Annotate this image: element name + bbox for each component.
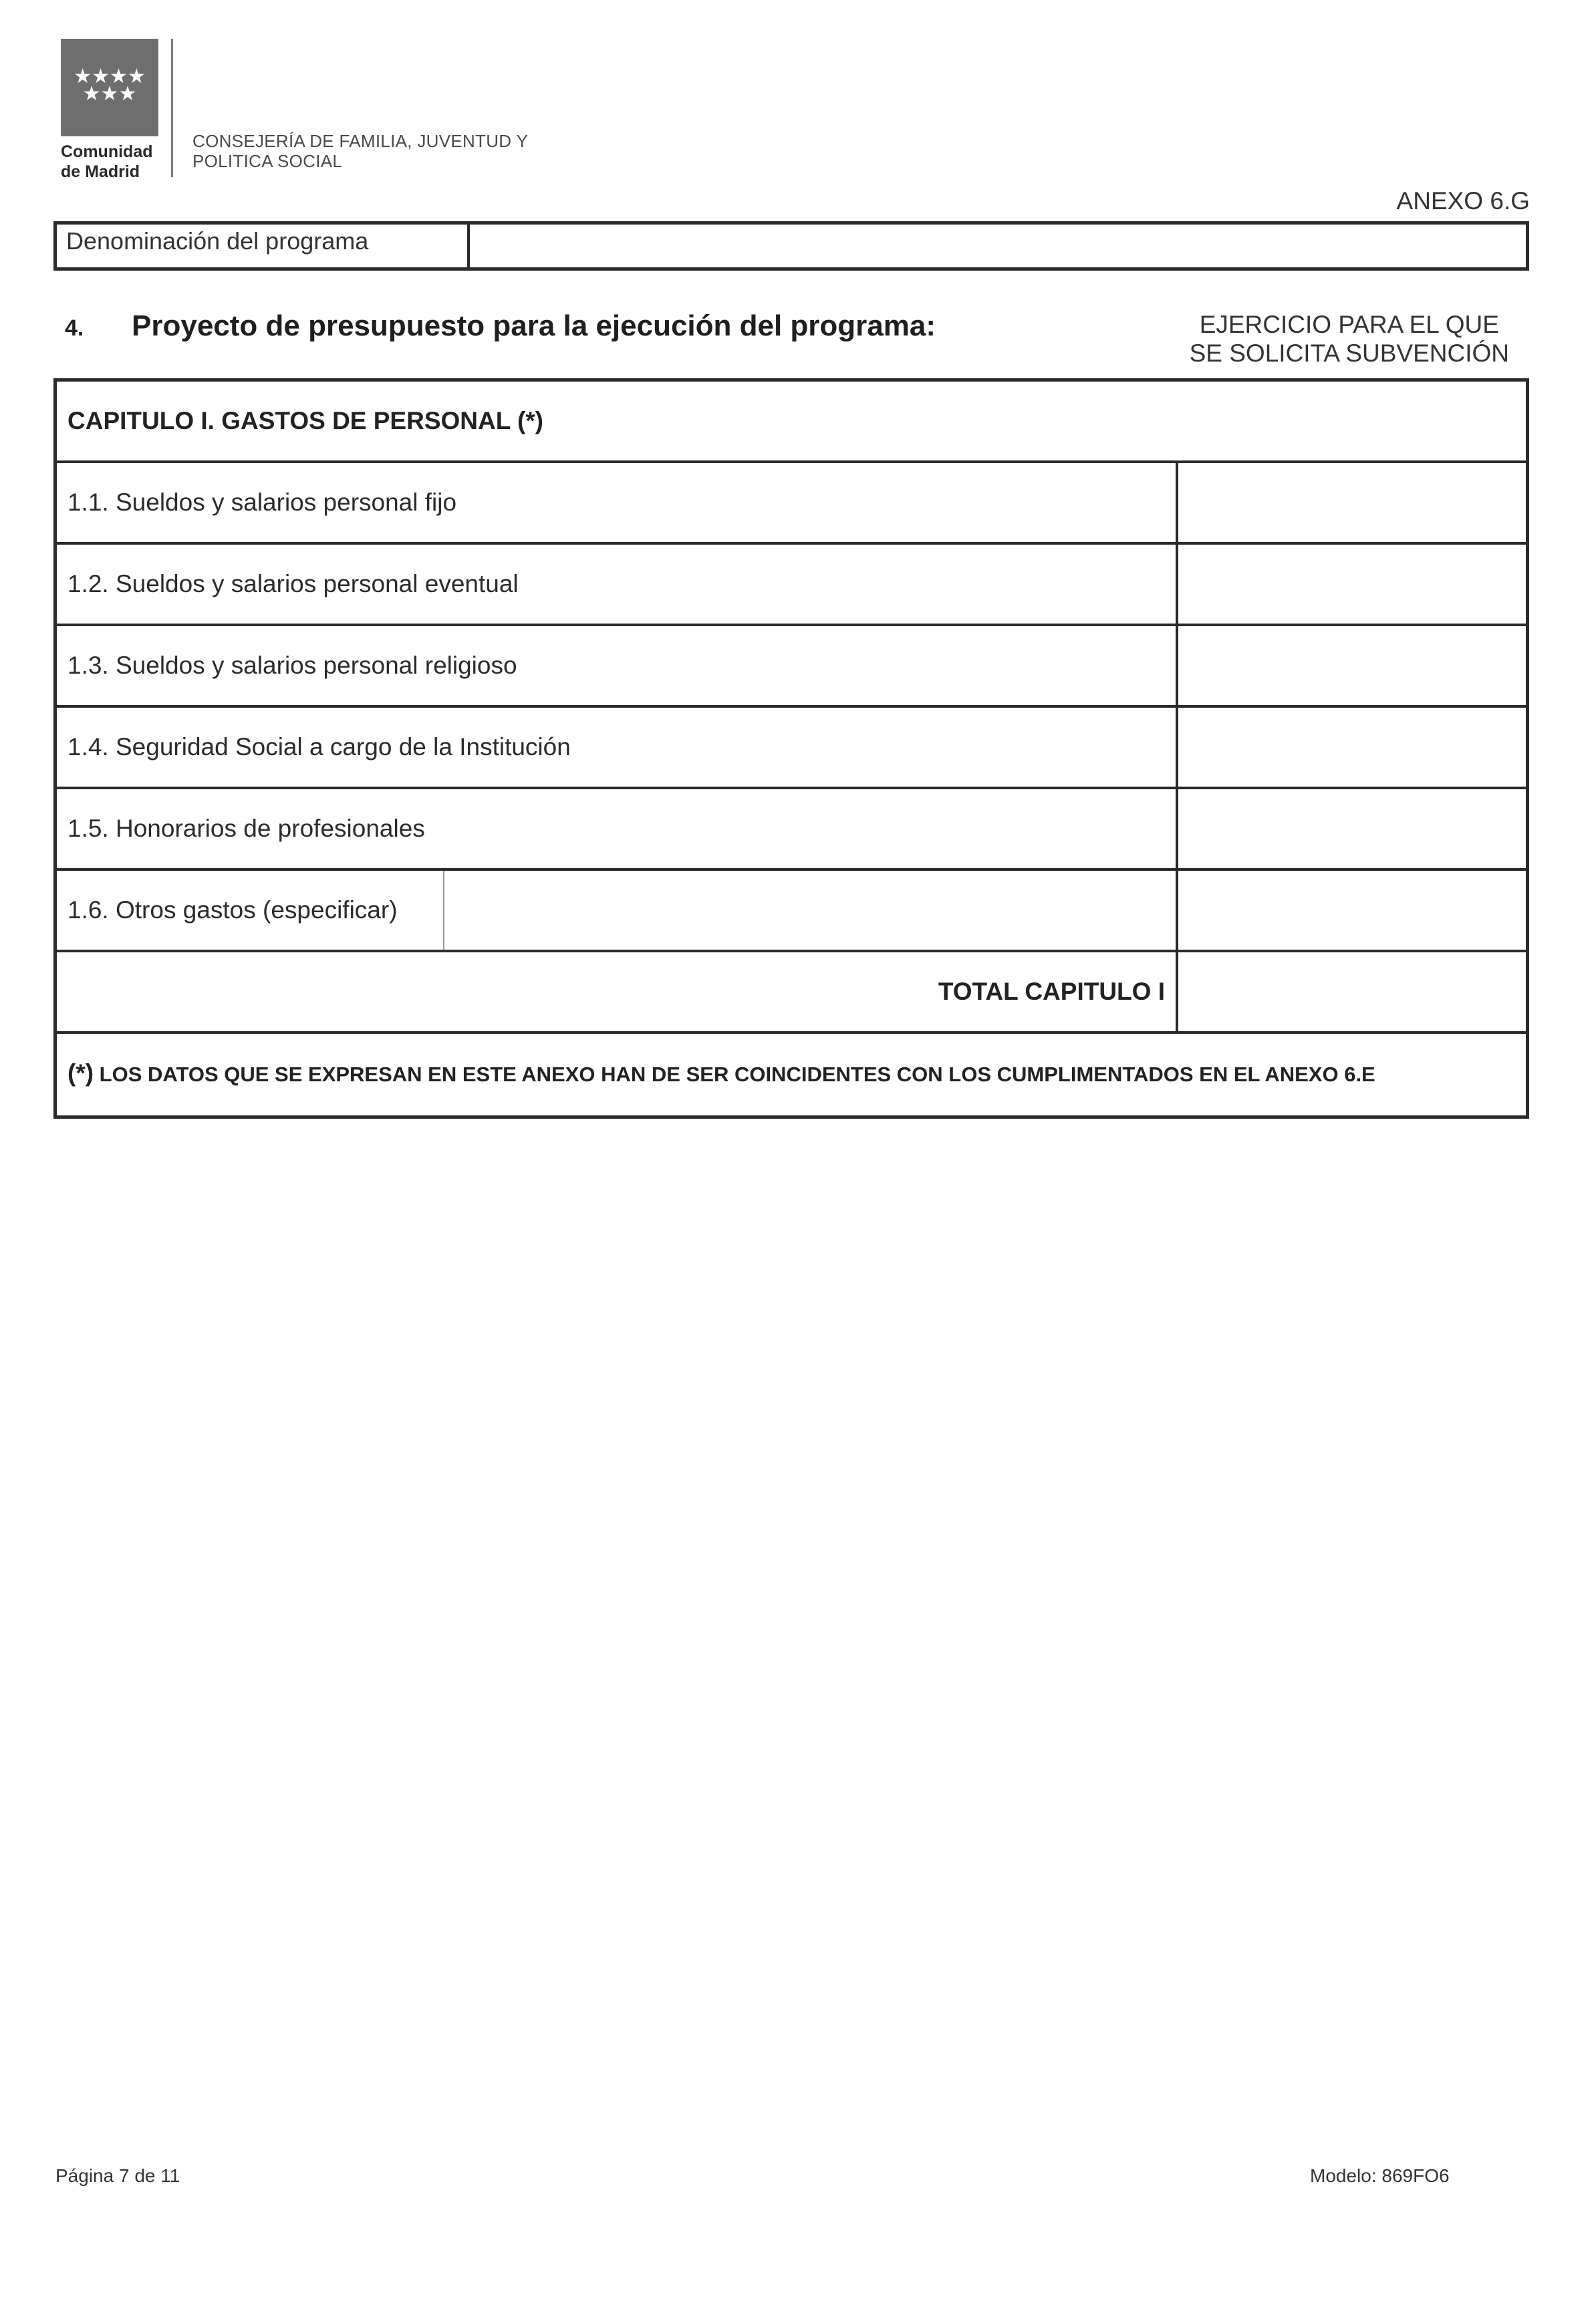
exercise-header (1190, 310, 1509, 368)
total-label: TOTAL CAPITULO I (938, 978, 1165, 1005)
page-number: Página 7 de 11 (55, 2165, 180, 2186)
column-divider (1176, 789, 1178, 868)
column-divider (1176, 545, 1178, 624)
specify-divider (443, 871, 444, 950)
row-label: 1.1. Sueldos y salarios personal fijo (68, 489, 457, 516)
logo-separator (171, 39, 173, 177)
model-code: Modelo: 869FO6 (1310, 2165, 1450, 2186)
budget-table (53, 378, 1529, 1119)
svg-text:★★★: ★★★ (82, 82, 137, 106)
department-line-2: POLITICA SOCIAL (192, 151, 343, 171)
comunidad-de-madrid-logo (61, 39, 158, 136)
table-row (57, 626, 1526, 708)
note-row (57, 1034, 1526, 1115)
section-title: Proyecto de presupuesto para la ejecución del programa: (132, 309, 936, 342)
table-row (57, 545, 1526, 626)
exercise-header-line-1: EJERCICIO PARA EL QUE (1199, 311, 1499, 338)
amount-field[interactable] (1186, 871, 1514, 950)
footnote (68, 1034, 1375, 1113)
annex-label: ANEXO 6.G (1396, 187, 1530, 215)
department-name (192, 131, 528, 171)
department-line-1: CONSEJERÍA DE FAMILIA, JUVENTUD Y (192, 131, 529, 151)
row-label: 1.2. Sueldos y salarios personal eventual (68, 570, 519, 597)
table-row (57, 708, 1526, 789)
table-row-other-expenses (57, 871, 1526, 952)
stars-emblem-icon (61, 39, 158, 136)
program-name-label: Denominación del programa (66, 227, 369, 255)
amount-field[interactable] (1186, 463, 1514, 542)
logo-line-2: de Madrid (61, 162, 140, 181)
footnote-marker: (*) (68, 1059, 94, 1087)
total-row (57, 952, 1526, 1034)
table-row (57, 463, 1526, 545)
program-name-box (53, 221, 1529, 271)
logo-line-1: Comunidad (61, 142, 153, 161)
svg-text:★★★★: ★★★★ (74, 65, 146, 88)
row-label: 1.5. Honorarios de profesionales (68, 815, 425, 842)
column-divider (1176, 463, 1178, 542)
table-row (57, 789, 1526, 871)
amount-field[interactable] (1186, 789, 1514, 868)
amount-field[interactable] (1186, 708, 1514, 787)
row-label: 1.4. Seguridad Social a cargo de la Institución (68, 733, 571, 761)
total-amount-field[interactable] (1186, 952, 1514, 1031)
row-label: 1.3. Sueldos y salarios personal religioso (68, 652, 517, 679)
section-number: 4. (65, 315, 84, 341)
row-label: 1.6. Otros gastos (especificar) (68, 896, 398, 924)
footnote-text: LOS DATOS QUE SE EXPRESAN EN ESTE ANEXO HAN DE SER COINCIDENTES CON LOS CUMPLIMENTADOS EN EL ANEXO 6.E (99, 1063, 1375, 1086)
chapter-title: CAPITULO I. GASTOS DE PERSONAL (*) (68, 407, 543, 434)
exercise-header-line-2: SE SOLICITA SUBVENCIÓN (1189, 339, 1509, 367)
amount-field[interactable] (1186, 626, 1514, 705)
column-divider (1176, 626, 1178, 705)
chapter-header-row (57, 382, 1526, 463)
program-name-divider (467, 225, 470, 267)
column-divider (1176, 871, 1178, 950)
column-divider (1176, 708, 1178, 787)
logo-wordmark (61, 142, 161, 182)
column-divider (1176, 952, 1178, 1031)
amount-field[interactable] (1186, 545, 1514, 624)
